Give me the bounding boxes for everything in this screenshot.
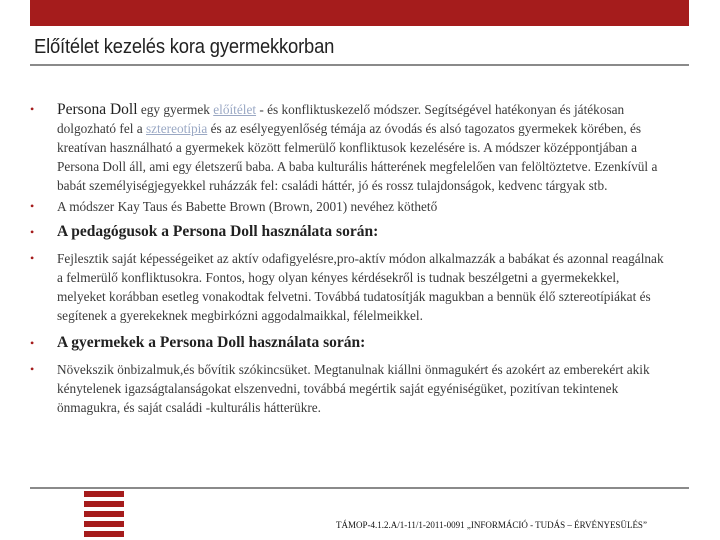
slide-content	[30, 100, 670, 417]
bullet-marker: •	[30, 199, 35, 213]
top-accent-bar	[30, 0, 689, 26]
section-heading: A pedagógusok a Persona Doll használata során:	[57, 223, 379, 240]
bullet-marker: •	[30, 336, 35, 350]
bullet-text: Növekszik önbizalmuk,és bővítik szókincsüket. Megtanulnak kiállni önmagukért és azokért az emberekért akik kénytelenek igazságtalanságokat elszenvedni, továbbá megértik saját egyéniségüket, pozitívan tekintenek önmagukra, és saját családi -kulturális hátterükre.	[57, 362, 650, 415]
title-divider	[30, 64, 689, 66]
bullet-heading-teachers	[30, 222, 670, 242]
bullet-text: A módszer Kay Taus és Babette Brown (Brown, 2001) nevéhez köthető	[57, 199, 438, 214]
bullet-lead-term: Persona Doll	[57, 101, 138, 118]
bullet-marker: •	[30, 251, 35, 265]
bullet-marker: •	[30, 102, 35, 116]
bullet-heading-children	[30, 333, 670, 353]
bullet-marker: •	[30, 225, 35, 239]
bullet-text-segment: egy gyermek	[137, 102, 214, 117]
footer-project-code: TÁMOP-4.1.2.A/1-11/1-2011-0091 „INFORMÁCIÓ - TUDÁS – ÉRVÉNYESÜLÉS”	[336, 520, 647, 530]
bullet-item-authors	[30, 197, 670, 216]
bullet-item-persona-doll	[30, 100, 670, 195]
bullet-text: Fejlesztik saját képességeiket az aktív odafigyelésre,pro-aktív módon alkalmazzák a babákat és azonnal reagálnak a felmerülő konfliktusokra. Fontos, hogy olyan kényes kérdésekről is tudnak beszélgetni a gyermekekkel, melyeket korábban esetleg vonakodtak felvetni. Továbbá tudatosítják magukban a bennük élő sztereotípiákat és segítenek a gyerekeknek megbirkózni aggodalmaikkal, félelmeikkel.	[57, 251, 664, 323]
slide-title: Előítélet kezelés kora gyermekkorban	[34, 36, 335, 58]
bullet-text-segment: és az esélyegyenlőség témája az óvodás és alsó tagozatos gyermekek körében, és kreatívan használható a gyermekek között felmerülő konfliktusok kezelésére is. A módszer középpontjában a Persona Doll áll, ami egy életszerű baba. A baba kulturális hátterének megfelelően van felöltöztetve. Ezenkívül a babát személyiségjegyekkel ruházzák fel: családi háttér, jó és rossz tulajdonságok, kedvenc tárgyak stb.	[57, 121, 658, 193]
link-elotitelet[interactable]: előítélet	[213, 102, 257, 117]
bullet-marker: •	[30, 362, 35, 376]
bullet-item-teachers	[30, 249, 670, 325]
link-sztereotipia[interactable]: sztereotípia	[145, 121, 208, 136]
bullet-text-segment: - és konfliktuskezelő módszer. Segítségével hatékonyan és játékosan dolgozható fel a	[57, 102, 625, 136]
footer-divider	[30, 487, 689, 489]
section-heading: A gyermekek a Persona Doll használata során:	[57, 334, 366, 351]
bullet-item-children	[30, 360, 670, 417]
striped-logo-icon	[84, 491, 124, 538]
